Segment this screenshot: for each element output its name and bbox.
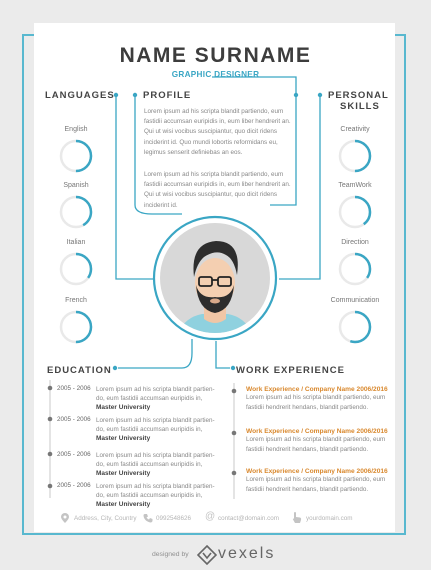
- work-entry: Work Experience / Company Name 2006/2016 Lorem ipsum ad his scripta blandit partiendo, eum fastidii hendrerit hendans, blandit partiendo.: [246, 428, 388, 453]
- education-entry: Lorem ipsum ad his scripta blandit partien- do, eum fastidii accumsan euripidis in, Master University: [96, 483, 215, 508]
- language-label-spanish: Spanish: [63, 182, 89, 189]
- language-ring-spanish: [58, 194, 94, 230]
- personal-skills-heading-2: SKILLS: [340, 101, 380, 112]
- skill-label-direction: Direction: [341, 239, 369, 246]
- contact-address: Address, City, Country: [74, 515, 137, 522]
- education-date: 2005 - 2006: [57, 385, 91, 392]
- skill-label-communication: Communication: [330, 297, 380, 304]
- language-label-french: French: [65, 297, 87, 304]
- location-pin-icon: [61, 513, 69, 523]
- vexels-logo-icon: [197, 545, 217, 565]
- education-entry: Lorem ipsum ad his scripta blandit partien- do, eum fastidii accumsan euripidis in, Master University: [96, 452, 215, 477]
- profile-paragraph-1: Lorem ipsum ad his scripta blandit partiendo, eum fastidii accumsan euripidis in, eum liber hendrerit an. Qui ut wisi vocibus suscipiantur, quo dicit ridens inciderint id. Quo mundi lobortis reformidans eu, legimus senserit definiebas an eos.: [144, 108, 291, 156]
- skill-ring-creativity: [337, 138, 373, 174]
- skill-label-teamwork: TeamWork: [338, 182, 372, 189]
- role-subtitle: GRAPHIC DESIGNER: [171, 70, 260, 79]
- education-date: 2005 - 2006: [57, 416, 91, 423]
- at-icon: @: [205, 511, 216, 522]
- profile-heading: PROFILE: [143, 90, 192, 101]
- skill-ring-teamwork: [337, 194, 373, 230]
- education-date: 2005 - 2006: [57, 482, 91, 489]
- contact-email: contact@domain.com: [218, 515, 279, 522]
- contact-phone: 0992548626: [156, 515, 192, 522]
- work-entry: Work Experience / Company Name 2006/2016 Lorem ipsum ad his scripta blandit partiendo, eum fastidii hendrerit hendans, blandit partiendo.: [246, 386, 388, 411]
- avatar: [152, 215, 278, 341]
- languages-heading: LANGUAGES: [45, 90, 115, 101]
- education-entry: Lorem ipsum ad his scripta blandit partien- do, eum fastidii accumsan euripidis in, Master University: [96, 417, 215, 442]
- phone-icon: [143, 513, 153, 523]
- skill-ring-communication: [337, 309, 373, 345]
- education-heading: EDUCATION: [47, 365, 112, 376]
- contact-bar: [0, 510, 431, 524]
- vexels-logo-text: vexels: [218, 545, 276, 562]
- pointer-hand-icon: [292, 512, 302, 523]
- language-label-english: English: [64, 126, 88, 133]
- language-ring-english: [58, 138, 94, 174]
- name-title: NAME SURNAME: [119, 44, 312, 67]
- language-ring-french: [58, 309, 94, 345]
- language-label-italian: Italian: [66, 239, 86, 246]
- education-date: 2005 - 2006: [57, 451, 91, 458]
- work-experience-heading: WORK EXPERIENCE: [236, 365, 345, 376]
- designed-by-text: designed by: [152, 551, 189, 558]
- language-ring-italian: [58, 251, 94, 287]
- skill-label-creativity: Creativity: [340, 126, 370, 133]
- education-entry: Lorem ipsum ad his scripta blandit partien- do, eum fastidii accumsan euripidis in, Master University: [96, 386, 215, 411]
- education-timeline: [44, 380, 56, 500]
- personal-skills-heading-1: PERSONAL: [328, 90, 389, 101]
- profile-paragraph-2: Lorem ipsum ad his scripta blandit partiendo, eum fastidii accumsan euripidis in, eum liber hendrerit an. Qui ut wisi vocibus suscipiantur, quo dicit ridens inciderint id.: [144, 171, 291, 209]
- work-entry: Work Experience / Company Name 2006/2016 Lorem ipsum ad his scripta blandit partiendo, eum fastidii hendrerit hendans, blandit partiendo.: [246, 468, 388, 493]
- skill-ring-direction: [337, 251, 373, 287]
- contact-web: yourdomain.com: [306, 515, 353, 522]
- work-timeline: [228, 383, 240, 501]
